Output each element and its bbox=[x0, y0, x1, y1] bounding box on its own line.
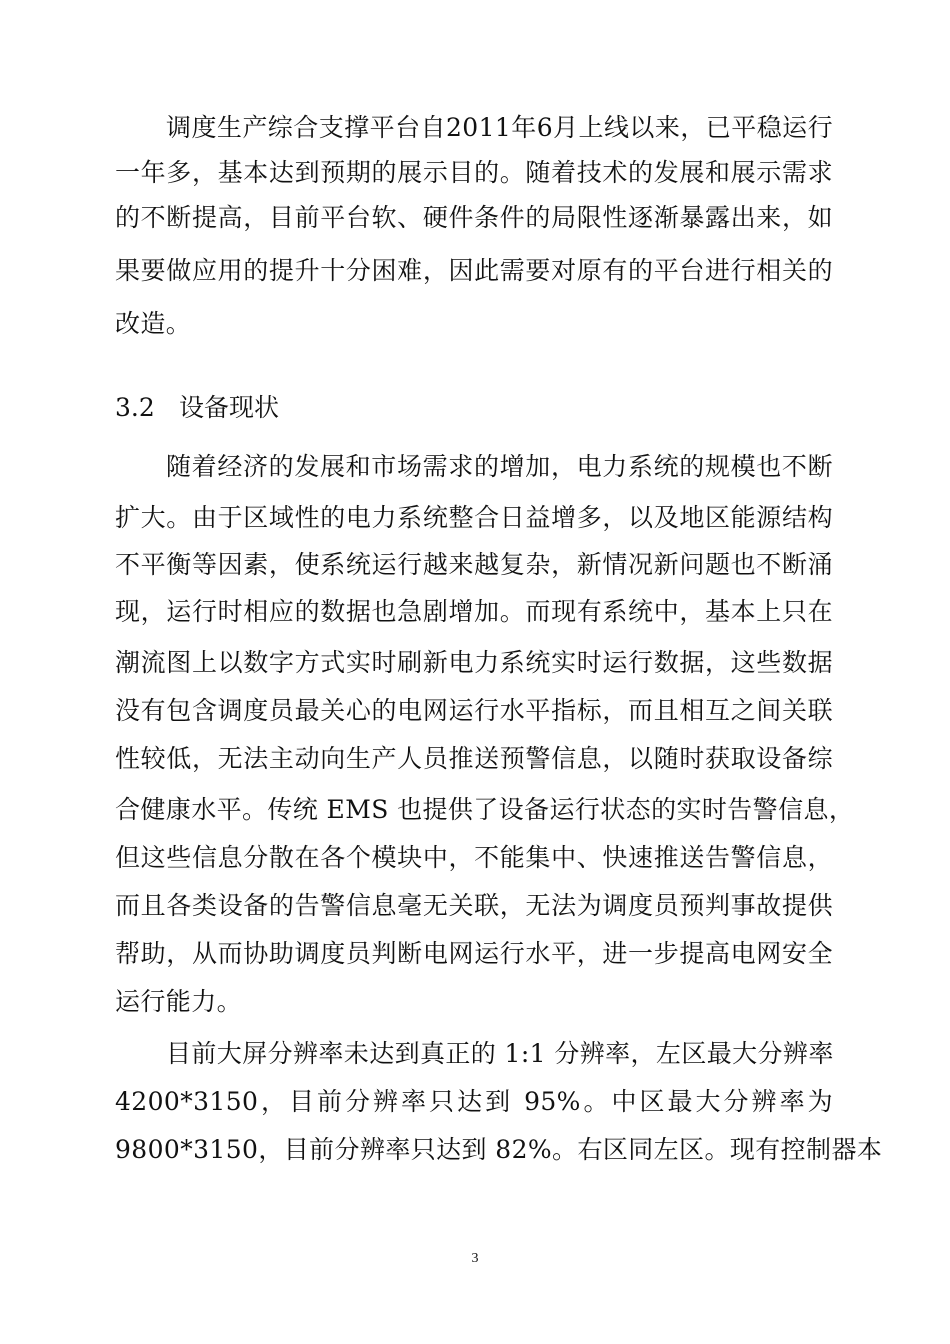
section-number: 3.2 bbox=[115, 393, 155, 422]
paragraph-2-line-1: 随着经济的发展和市场需求的增加，电力系统的规模也不断 bbox=[166, 452, 833, 481]
paragraph-2-line-11: 帮助，从而协助调度员判断电网运行水平，进一步提高电网安全 bbox=[115, 939, 833, 968]
paragraph-2-line-2: 扩大。由于区域性的电力系统整合日益增多，以及地区能源结构 bbox=[115, 503, 833, 532]
paragraph-2-line-3: 不平衡等因素，使系统运行越来越复杂，新情况新问题也不断涌 bbox=[115, 550, 833, 579]
paragraph-2-line-5: 潮流图上以数字方式实时刷新电力系统实时运行数据，这些数据 bbox=[115, 648, 833, 677]
paragraph-2-line-10: 而且各类设备的告警信息毫无关联，无法为调度员预判事故提供 bbox=[115, 891, 833, 920]
paragraph-3-line-2: 4200*3150，目前分辨率只达到 95%。中区最大分辨率为 bbox=[115, 1087, 833, 1116]
paragraph-1-line-1: 调度生产综合支撑平台自2011年6月上线以来，已平稳运行 bbox=[166, 113, 833, 142]
paragraph-2-line-6: 没有包含调度员最关心的电网运行水平指标，而且相互之间关联 bbox=[115, 696, 833, 725]
paragraph-2-line-8: 合健康水平。传统 EMS 也提供了设备运行状态的实时告警信息， bbox=[115, 795, 855, 824]
paragraph-1-line-5: 改造。 bbox=[115, 309, 192, 338]
paragraph-2-line-7: 性较低，无法主动向生产人员推送预警信息，以随时获取设备综 bbox=[115, 744, 833, 773]
paragraph-2-line-12: 运行能力。 bbox=[115, 987, 243, 1016]
paragraph-3-line-3: 9800*3150，目前分辨率只达到 82%。右区同左区。现有控制器本 bbox=[115, 1135, 883, 1164]
paragraph-1-line-4: 果要做应用的提升十分困难，因此需要对原有的平台进行相关的 bbox=[115, 256, 833, 285]
paragraph-2-line-4: 现，运行时相应的数据也急剧增加。而现有系统中，基本上只在 bbox=[115, 597, 833, 626]
section-title: 设备现状 bbox=[179, 393, 280, 422]
paragraph-1-line-2: 一年多，基本达到预期的展示目的。随着技术的发展和展示需求 bbox=[115, 158, 833, 187]
paragraph-1-line-3: 的不断提高，目前平台软、硬件条件的局限性逐渐暴露出来，如 bbox=[115, 203, 833, 232]
page-number: 3 bbox=[471, 1251, 479, 1266]
section-heading bbox=[115, 393, 279, 423]
paragraph-2-line-9: 但这些信息分散在各个模块中，不能集中、快速推送告警信息， bbox=[115, 843, 833, 872]
paragraph-3-line-1: 目前大屏分辨率未达到真正的 1:1 分辨率，左区最大分辨率 bbox=[166, 1039, 834, 1068]
